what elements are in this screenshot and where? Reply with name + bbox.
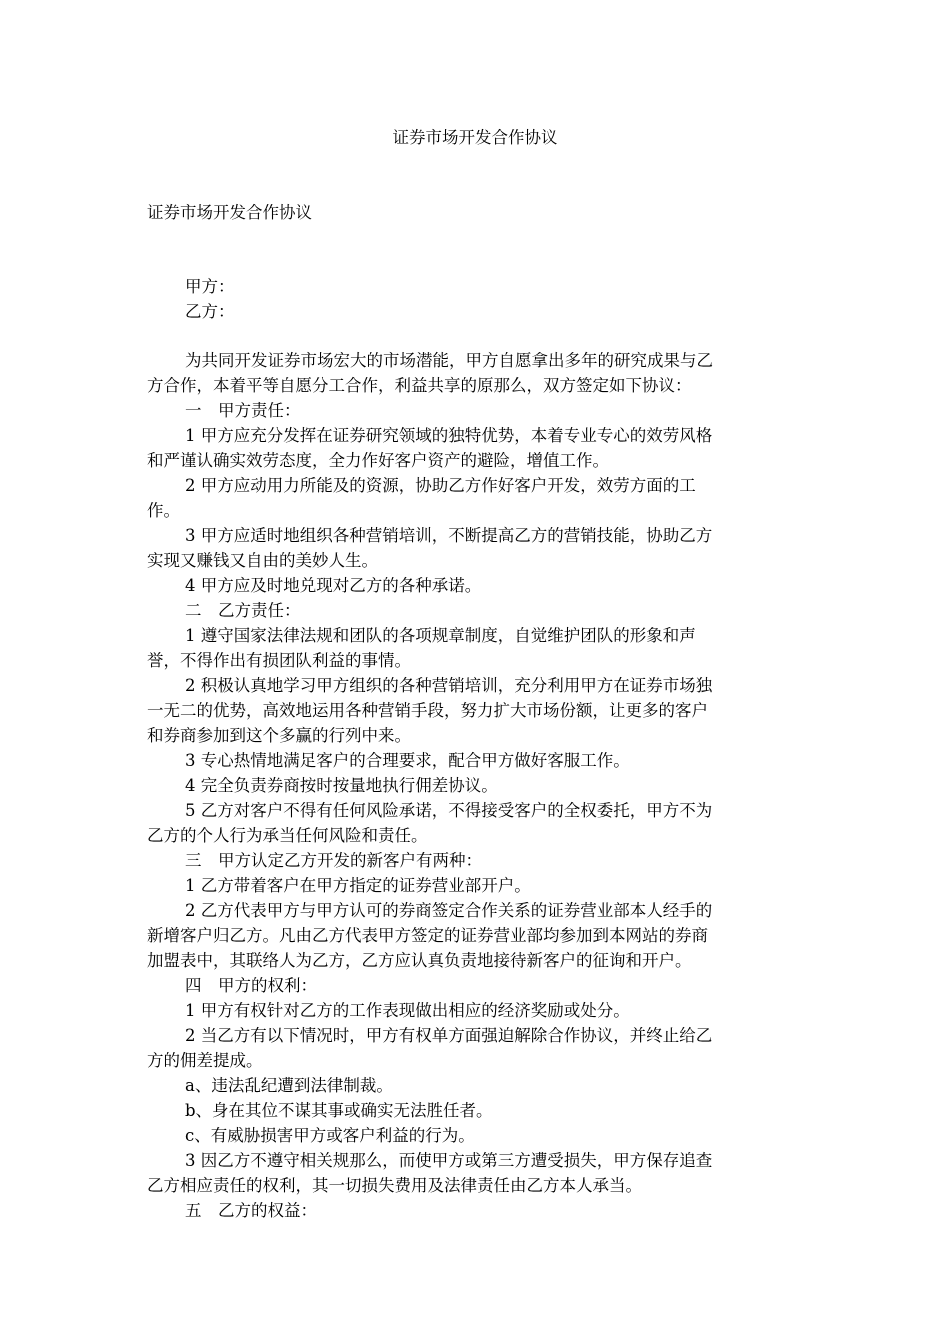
document-paragraph <box>147 1148 797 1198</box>
paragraph-line: 为共同开发证券市场宏大的市场潜能，甲方自愿拿出多年的研究成果与乙 <box>185 351 713 370</box>
paragraph-line: 实现又赚钱又自由的美妙人生。 <box>147 551 378 570</box>
document-paragraph <box>147 1123 797 1148</box>
paragraph-line: b、身在其位不谋其事或确实无法胜任者。 <box>185 1101 493 1120</box>
document-paragraph <box>147 773 797 798</box>
document-title: 证券市场开发合作协议 <box>392 128 558 147</box>
document-paragraph <box>147 573 797 598</box>
document-paragraph <box>147 673 797 748</box>
paragraph-line: 2 乙方代表甲方与甲方认可的券商签定合作关系的证券营业部本人经手的 <box>185 901 713 920</box>
document-paragraph <box>147 598 797 623</box>
party-b-label: 乙方： <box>185 302 235 321</box>
document-paragraph <box>147 1023 797 1073</box>
paragraph-line: 一无二的优势，高效地运用各种营销手段，努力扩大市场份额，让更多的客户 <box>147 701 708 720</box>
document-paragraph <box>147 748 797 773</box>
document-paragraph <box>147 623 797 673</box>
paragraph-line: 乙方的个人行为承当任何风险和责任。 <box>147 826 428 845</box>
paragraph-line: 4 甲方应及时地兑现对乙方的各种承诺。 <box>185 576 482 595</box>
paragraph-line: 1 遵守国家法律法规和团队的各项规章制度，自觉维护团队的形象和声 <box>185 626 696 645</box>
document-paragraph <box>147 473 797 523</box>
document-subtitle: 证券市场开发合作协议 <box>147 203 312 222</box>
paragraph-line: 方的佣差提成。 <box>147 1051 263 1070</box>
paragraph-line: c、有威胁损害甲方或客户利益的行为。 <box>185 1126 475 1145</box>
paragraph-line: 3 甲方应适时地组织各种营销培训，不断提高乙方的营销技能，协助乙方 <box>185 526 713 545</box>
paragraph-line: 新增客户归乙方。凡由乙方代表甲方签定的证券营业部均参加到本网站的券商 <box>147 926 708 945</box>
paragraph-line: 和券商参加到这个多赢的行列中来。 <box>147 726 411 745</box>
paragraph-line: 3 专心热情地满足客户的合理要求，配合甲方做好客服工作。 <box>185 751 630 770</box>
paragraph-line: 四 甲方的权利： <box>185 976 317 995</box>
document-paragraph <box>147 973 797 998</box>
paragraph-line: 5 乙方对客户不得有任何风险承诺，不得接受客户的全权委托，甲方不为 <box>185 801 713 820</box>
document-paragraph <box>147 423 797 473</box>
document-paragraph <box>147 998 797 1023</box>
paragraph-line: 2 积极认真地学习甲方组织的各种营销培训，充分利用甲方在证券市场独 <box>185 676 713 695</box>
paragraph-line: 方合作，本着平等自愿分工合作，利益共享的原那么，双方签定如下协议： <box>147 376 692 395</box>
document-paragraph <box>147 1098 797 1123</box>
document-paragraph <box>147 1073 797 1098</box>
paragraph-line: 2 当乙方有以下情况时，甲方有权单方面强迫解除合作协议，并终止给乙 <box>185 1026 713 1045</box>
document-paragraph <box>147 898 797 973</box>
document-paragraph <box>147 523 797 573</box>
paragraph-line: 五 乙方的权益： <box>185 1201 317 1220</box>
document-paragraph <box>147 1198 797 1223</box>
paragraph-line: 3 因乙方不遵守相关规那么，而使甲方或第三方遭受损失，甲方保存追查 <box>185 1151 713 1170</box>
paragraph-line: 誉，不得作出有损团队利益的事情。 <box>147 651 411 670</box>
paragraph-line: 1 甲方应充分发挥在证券研究领域的独特优势，本着专业专心的效劳风格 <box>185 426 713 445</box>
document-paragraph <box>147 348 797 398</box>
paragraph-line: 1 乙方带着客户在甲方指定的证券营业部开户。 <box>185 876 531 895</box>
paragraph-line: 1 甲方有权针对乙方的工作表现做出相应的经济奖励或处分。 <box>185 1001 630 1020</box>
paragraph-line: 4 完全负责券商按时按量地执行佣差协议。 <box>185 776 498 795</box>
document-paragraph <box>147 398 797 423</box>
paragraph-line: a、违法乱纪遭到法律制裁。 <box>185 1076 393 1095</box>
document-body <box>147 348 797 1223</box>
document-paragraph <box>147 798 797 848</box>
paragraph-line: 作。 <box>147 501 180 520</box>
paragraph-line: 乙方相应责任的权利，其一切损失费用及法律责任由乙方本人承当。 <box>147 1176 642 1195</box>
paragraph-line: 三 甲方认定乙方开发的新客户有两种： <box>185 851 482 870</box>
paragraph-line: 一 甲方责任： <box>185 401 301 420</box>
paragraph-line: 和严谨认确实效劳态度，全力作好客户资产的避险，增值工作。 <box>147 451 609 470</box>
document-paragraph <box>147 873 797 898</box>
paragraph-line: 二 乙方责任： <box>185 601 301 620</box>
paragraph-line: 2 甲方应动用力所能及的资源，协助乙方作好客户开发，效劳方面的工 <box>185 476 696 495</box>
document-paragraph <box>147 848 797 873</box>
party-a-label: 甲方： <box>185 277 235 296</box>
paragraph-line: 加盟表中，其联络人为乙方，乙方应认真负责地接待新客户的征询和开户。 <box>147 951 692 970</box>
